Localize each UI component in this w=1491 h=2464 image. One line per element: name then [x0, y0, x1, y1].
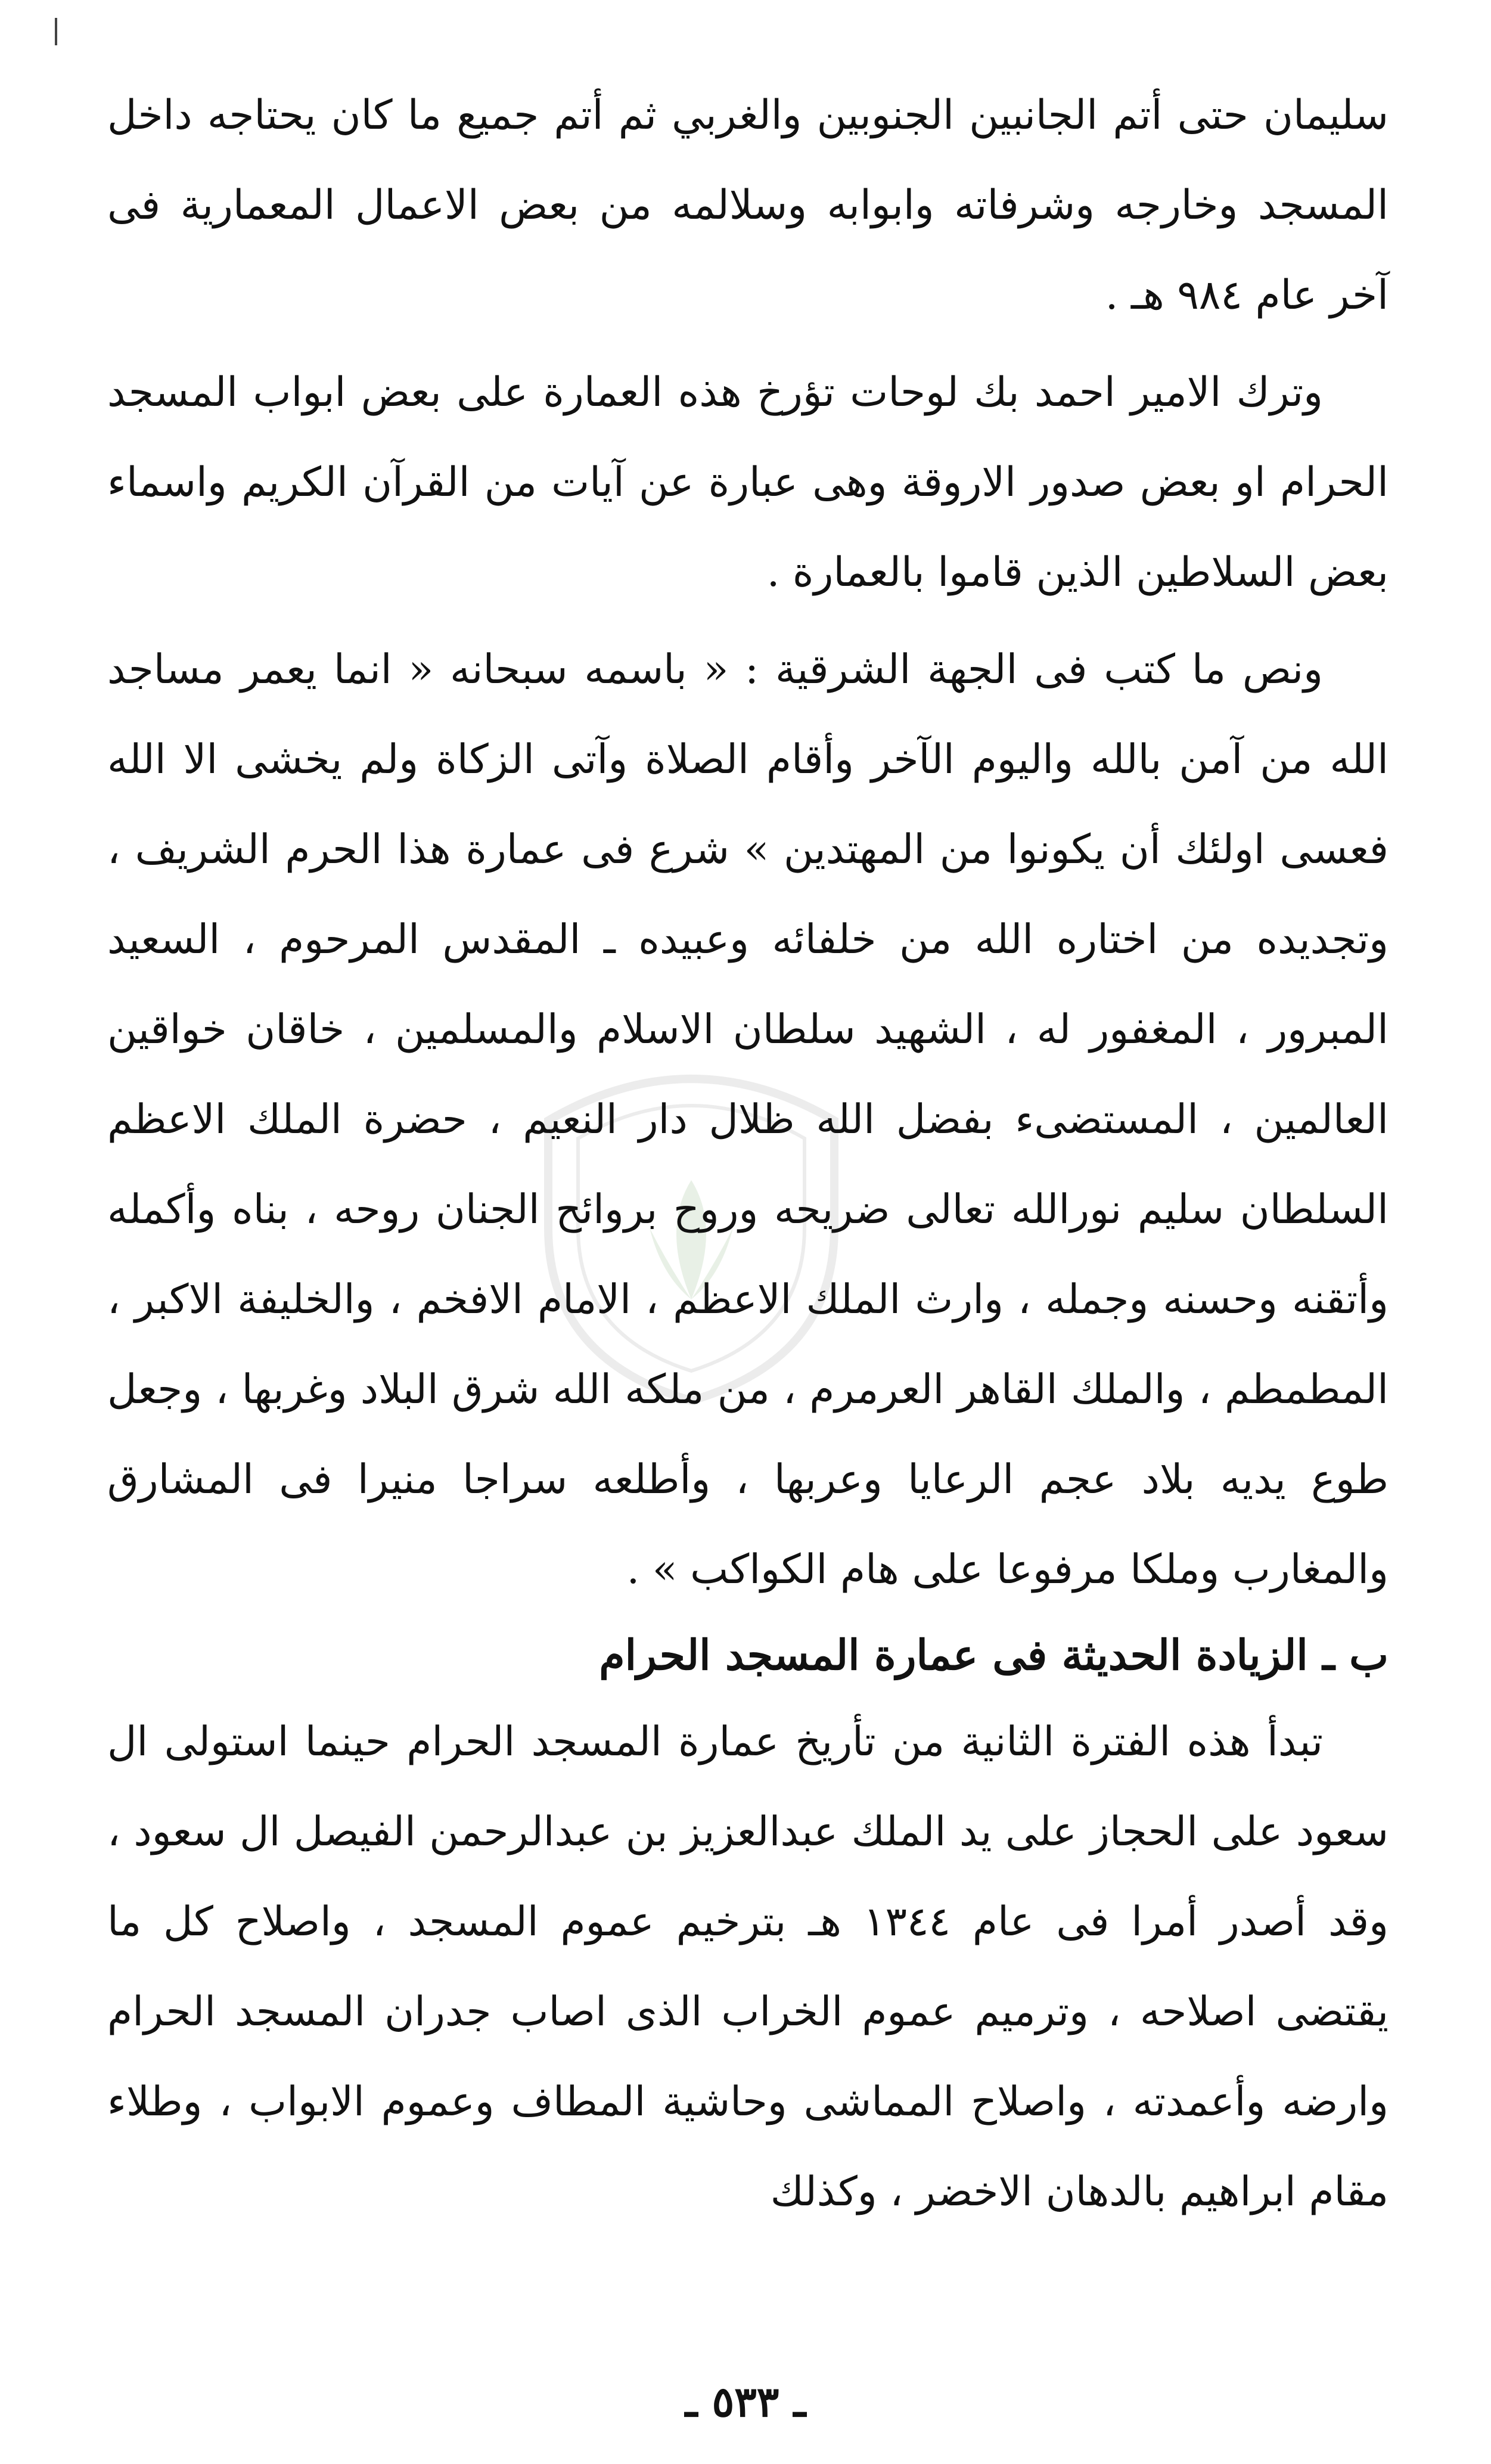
- paragraph-4: تبدأ هذه الفترة الثانية من تأريخ عمارة المسجد الحرام حينما استولى ال سعود على الحجاز على يد الملك عبدالعزيز بن عبدالرحمن الفيصل ال سعود ، وقد أصدر أمرا فى عام ١٣٤٤ هـ بترخيم عموم المسجد ، واصلاح كل ما يقتضى اصلاحه ، وترميم عموم الخراب الذى اصاب جدران المسجد الحرام وارضه وأعمدته ، واصلاح المماشى وحاشية المطاف وعموم الابواب ، وطلاء مقام ابراهيم بالدهان الاخضر ، وكذلك: [107, 1718, 1389, 2215]
- paragraph-3: ونص ما كتب فى الجهة الشرقية : « باسمه سبحانه « انما يعمر مساجد الله من آمن بالله واليوم الآخر وأقام الصلاة وآتى الزكاة ولم يخشى الا الله فعسى اولئك أن يكونوا من المهتدين » شرع فى عمارة هذا الحرم الشريف ، وتجديده من اختاره الله من خلفائه وعبيده ـ المقدس المرحوم ، السعيد المبرور ، المغفور له ، الشهيد سلطان الاسلام والمسلمين ، خاقان خواقين العالمين ، المستضىء بفضل الله ظلال دار النعيم ، حضرة الملك الاعظم السلطان سليم نورالله تعالى ضريحه وروح بروائح الجنان روحه ، بناه وأكمله وأتقنه وحسنه وجمله ، وارث الملك الاعظم ، الامام الافخم ، والخليفة الاكبر ، المطمطم ، والملك القاهر العرمرم ، من ملكه الله شرق البلاد وغربها ، وجعل طوع يديه بلاد عجم الرعايا وعربها ، وأطلعه سراجا منيرا فى المشارق والمغارب وملكا مرفوعا على هام الكواكب » .: [107, 646, 1389, 1593]
- section-heading: ب ـ الزيادة الحديثة فى عمارة المسجد الحرام: [599, 1630, 1389, 1680]
- corner-mark: [55, 18, 57, 45]
- main-text-block: [107, 70, 1389, 2244]
- paragraph-1: سليمان حتى أتم الجانبين الجنوبين والغربي ثم أتم جميع ما كان يحتاجه داخل المسجد وخارجه وشرفاته وابوابه وسلالمه من بعض الاعمال المعمارية فى آخر عام ٩٨٤ هـ .: [107, 92, 1389, 319]
- page-number: ـ ٥٣٣ ـ: [685, 2377, 806, 2426]
- paragraph-2: وترك الامير احمد بك لوحات تؤرخ هذه العمارة على بعض ابواب المسجد الحرام او بعض صدور الاروقة وهى عبارة عن آيات من القرآن الكريم واسماء بعض السلاطين الذين قاموا بالعمارة .: [107, 369, 1389, 596]
